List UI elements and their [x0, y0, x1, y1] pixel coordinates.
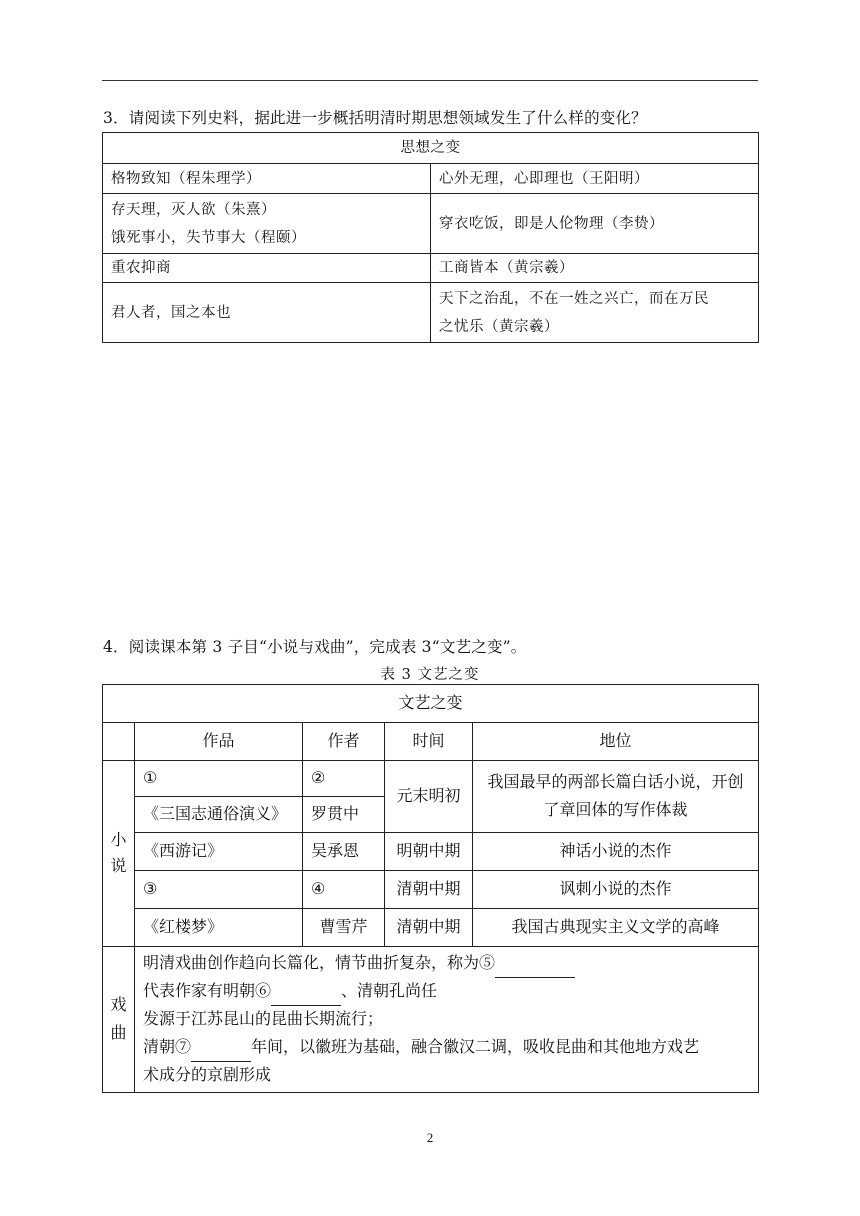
question-3: 3．请阅读下列史料，据此进一步概括明清时期思想领域发生了什么样的变化？	[103, 109, 647, 127]
thought-change-table	[102, 132, 759, 343]
drama-label: 戏 曲	[103, 947, 135, 1093]
status-cell: 讽刺小说的杰作	[473, 871, 759, 909]
time-cell: 清朝中期	[385, 871, 473, 909]
col-header-work: 作品	[135, 723, 303, 761]
question-4: 4．阅读课本第 3 子目“小说与戏曲”，完成表 3“文艺之变”。	[103, 638, 527, 656]
drama-content: 明清戏曲创作趋向长篇化，情节曲折复杂，称为⑤ 代表作家有明朝⑥ 、清朝孔尚任 发源于江苏昆山的昆曲长期流行； 清朝⑦ 年间，以徽班为基础，融合徽汉二调，吸收昆曲和其他地方戏艺 术成分的京剧形成	[135, 947, 759, 1093]
work-cell: ③	[135, 871, 303, 909]
blank-5[interactable]	[495, 959, 575, 978]
author-cell: 罗贯中	[303, 797, 385, 833]
status-cell: 我国最早的两部长篇白话小说，开创 了章回体的写作体裁	[473, 761, 759, 833]
author-cell: 吴承恩	[303, 833, 385, 871]
time-cell: 明朝中期	[385, 833, 473, 871]
time-cell: 元末明初	[385, 761, 473, 833]
col-header-time: 时间	[385, 723, 473, 761]
novel-label: 小 说	[103, 761, 135, 947]
table1-cell: 心外无理，心即理也（王阳明）	[431, 164, 759, 194]
table-caption: 表 3 文艺之变	[380, 667, 480, 683]
header-rule	[102, 80, 758, 81]
table1-cell: 工商皆本（黄宗羲）	[431, 254, 759, 283]
work-cell: ①	[135, 761, 303, 797]
table2-corner-cell	[103, 723, 135, 761]
work-cell: 《西游记》	[135, 833, 303, 871]
blank-7[interactable]	[191, 1043, 251, 1062]
work-cell: 《三国志通俗演义》	[135, 797, 303, 833]
author-cell: 曹雪芹	[303, 909, 385, 947]
time-cell: 清朝中期	[385, 909, 473, 947]
table1-cell: 格物致知（程朱理学）	[103, 164, 431, 194]
table1-cell: 重农抑商	[103, 254, 431, 283]
blank-6[interactable]	[271, 987, 341, 1006]
page-number: 2	[426, 1130, 434, 1145]
status-cell: 我国古典现实主义文学的高峰	[473, 909, 759, 947]
table1-header: 思想之变	[103, 133, 759, 164]
status-cell: 神话小说的杰作	[473, 833, 759, 871]
table1-cell: 存天理，灭人欲（朱熹） 饿死事小，失节事大（程颐）	[103, 194, 431, 254]
work-cell: 《红楼梦》	[135, 909, 303, 947]
author-cell: ④	[303, 871, 385, 909]
literature-change-table	[102, 684, 759, 1093]
col-header-author: 作者	[303, 723, 385, 761]
table1-cell: 君人者，国之本也	[103, 283, 431, 343]
col-header-status: 地位	[473, 723, 759, 761]
table1-cell: 天下之治乱，不在一姓之兴亡，而在万民 之忧乐（黄宗羲）	[431, 283, 759, 343]
author-cell: ②	[303, 761, 385, 797]
table2-header: 文艺之变	[103, 685, 759, 723]
table1-cell: 穿衣吃饭，即是人伦物理（李贽）	[431, 194, 759, 254]
